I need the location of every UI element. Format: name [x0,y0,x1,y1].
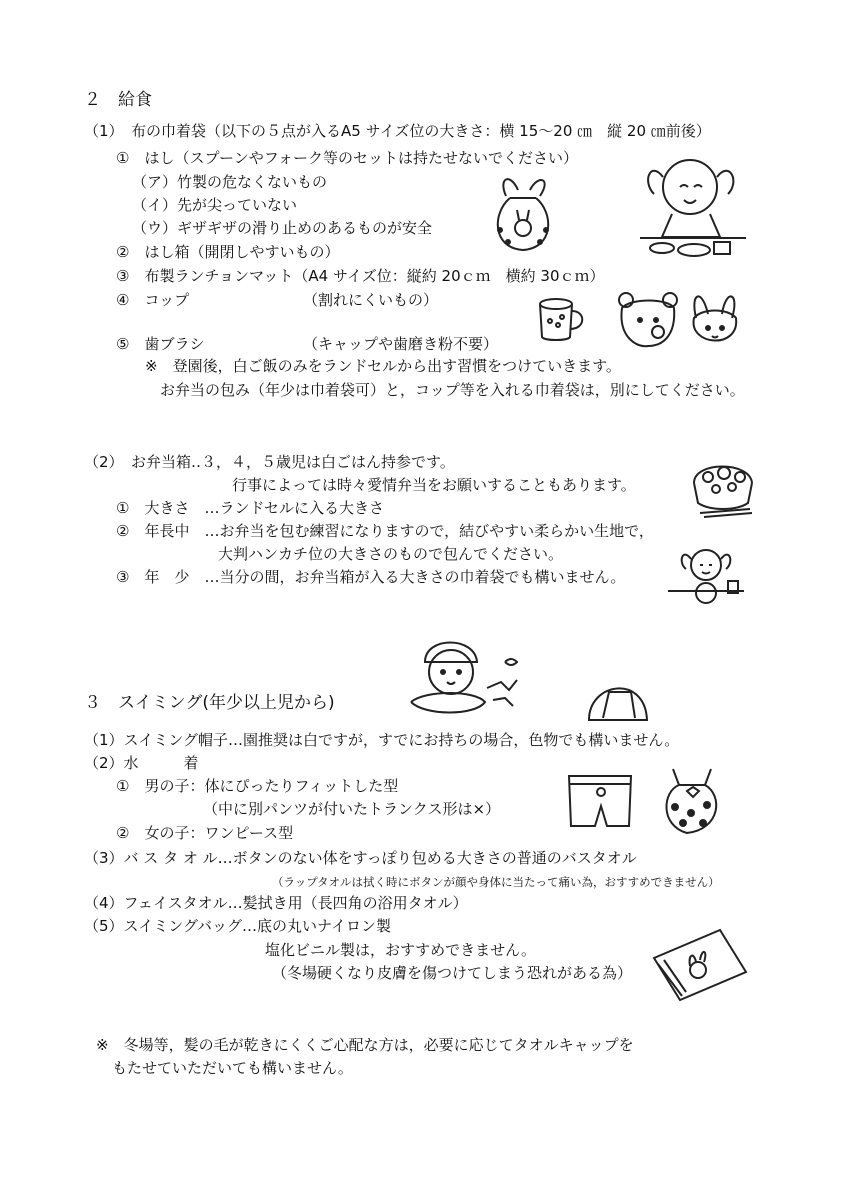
cup-illustration [536,297,586,343]
lunch-note-2: お弁当の包み（年少は巾着袋可）と，コップ等を入れる巾着袋は，別にしてください。 [160,381,745,399]
cup-item-note: （割れにくいもの） [303,291,439,309]
child-eating-illustration [632,142,752,264]
swimming-child-illustration [405,632,525,724]
section-2-heading: ２ 給食 [84,90,152,110]
placemat-item: ③ 布製ランチョンマット（A4 サイズ位：縦約 20ｃｍ 横約 30ｃｍ） [116,267,605,285]
cup-item-label: ④ コップ [116,291,190,309]
lunch-bag-title: （1） 布の巾着袋（以下の５点が入るA5 サイズ位の大きさ：横 15〜20 ㎝ 縦 20 ㎝前後） [84,122,711,140]
swim-bag-note-1: 塩化ビニル製は，おすすめできません。 [265,941,537,959]
swim-bag-illustration [650,924,750,1004]
lunch-note-1: ※ 登園後，白ご飯のみをランドセルから出す習慣をつけていきます。 [145,357,621,375]
swim-cap-illustration [585,670,651,730]
section-3-heading: ３ スイミング(年少以上児から) [84,693,335,713]
chopsticks-sub-i: （イ）先が尖っていない [132,196,298,214]
bento-title: （2） お弁当箱‥３，４，５歳児は白ごはん持参です。 [84,453,455,471]
bento-size: ① 大きさ …ランドセルに入る大きさ [116,499,384,517]
bento-nenchou-cont: 大判ハンカチ位の大きさのもので包んでください。 [218,545,564,563]
bear-and-rabbit-illustration [618,288,750,354]
drawstring-bag-illustration [488,168,558,258]
bento-box-illustration [690,455,756,519]
chopsticks-item: ① はし（スプーンやフォーク等のセットは持たせないでください） [116,149,578,167]
bath-towel-note: （ラップタオルは拭く時にボタンが顔や身体に当たって痛い為，おすすめできません） [272,875,720,889]
chopsticks-sub-a: （ア）竹製の危なくないもの [132,173,328,191]
swimsuit-boys-note: （中に別パンツが付いたトランクス形は×） [203,800,501,818]
footer-note-1: ※ 冬場等，髪の毛が乾きにくくご心配な方は，必要に応じてタオルキャップを [96,1036,634,1054]
girls-swimsuit-illustration [657,765,727,837]
child-with-bento-illustration [666,545,746,609]
swimsuit-boys: ① 男の子：体にぴったりフィットした型 [116,777,399,795]
bento-nenchou: ② 年長中 …お弁当を包む練習になりますので，結びやすい柔らかい生地で， [116,522,654,540]
face-towel-item: （4）フェイスタオル…髪拭き用（長四角の浴用タオル） [84,894,468,912]
toothbrush-item-label: ⑤ 歯ブラシ [116,335,205,353]
swim-bag-note-2: （冬場硬くなり皮膚を傷つけてしまう恐れがある為） [272,964,633,982]
boys-swim-trunks-illustration [565,770,635,832]
swimsuit-girls: ② 女の子：ワンピース型 [116,824,294,842]
bento-nenshou: ③ 年 少 …当分の間，お弁当箱が入る大きさの巾着袋でも構いません。 [116,568,626,586]
toothbrush-item-note: （キャップや歯磨き粉不要） [303,335,499,353]
bento-title-cont: 行事によっては時々愛情弁当をお願いすることもあります。 [232,476,636,494]
swim-bag-item: （5）スイミングバッグ…底の丸いナイロン製 [84,917,391,935]
swim-cap-item: （1）スイミング帽子…園推奨は白ですが，すでにお持ちの場合，色物でも構いません。 [84,731,680,749]
bath-towel-item: （3）バ ス タ オ ル…ボタンのない体をすっぽり包める大きさの普通のバスタオル [84,849,637,867]
footer-note-2: もたせていただいても構いません。 [112,1059,353,1077]
chopsticks-sub-u: （ウ）ギザギザの滑り止めのあるものが安全 [132,219,433,237]
swimsuit-item: （2）水 着 [84,754,199,772]
chopstick-case-item: ② はし箱（開閉しやすいもの） [116,243,340,261]
